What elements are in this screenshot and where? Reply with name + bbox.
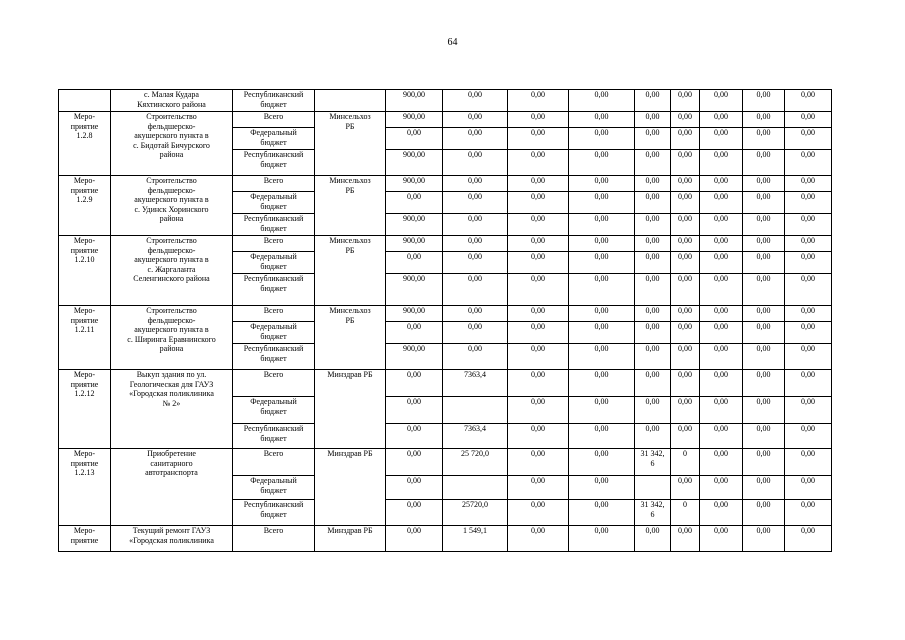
value-cell: 0,00 — [635, 306, 671, 322]
value-cell: 0,00 — [785, 449, 832, 476]
value-cell: 0,00 — [785, 397, 832, 424]
value-cell: 0,00 — [671, 192, 700, 214]
value-cell: 0,00 — [443, 90, 508, 112]
value-cell: 0,00 — [700, 424, 743, 449]
value-cell: 0,00 — [743, 176, 785, 192]
executor-cell — [315, 90, 386, 112]
value-cell: 900,00 — [386, 150, 443, 176]
value-cell: 0,00 — [508, 306, 569, 322]
value-cell: 0,00 — [635, 274, 671, 306]
executor-cell: Минздрав РБ — [315, 526, 386, 552]
value-cell: 0,00 — [700, 370, 743, 397]
value-cell: 0,00 — [443, 150, 508, 176]
value-cell: 0,00 — [569, 176, 635, 192]
funding-source-cell: Республиканский бюджет — [233, 214, 315, 236]
value-cell: 0,00 — [635, 424, 671, 449]
value-cell: 0,00 — [569, 150, 635, 176]
value-cell: 0,00 — [443, 176, 508, 192]
value-cell: 0,00 — [635, 322, 671, 344]
value-cell: 0,00 — [443, 344, 508, 370]
funding-source-cell: Всего — [233, 526, 315, 552]
value-cell: 25 720,0 — [443, 449, 508, 476]
value-cell: 0,00 — [700, 526, 743, 552]
value-cell: 0,00 — [635, 112, 671, 128]
value-cell: 0,00 — [700, 449, 743, 476]
activity-name-cell: с. Малая Кудара Кяхтинского района — [111, 90, 233, 112]
value-cell: 0,00 — [443, 322, 508, 344]
value-cell — [443, 476, 508, 500]
value-cell: 0,00 — [700, 397, 743, 424]
value-cell: 900,00 — [386, 306, 443, 322]
value-cell — [635, 476, 671, 500]
value-cell: 0,00 — [743, 236, 785, 252]
value-cell: 0,00 — [635, 150, 671, 176]
value-cell: 0,00 — [569, 274, 635, 306]
value-cell: 0,00 — [785, 500, 832, 526]
value-cell — [443, 397, 508, 424]
activity-code-cell — [59, 90, 111, 112]
value-cell: 0,00 — [443, 306, 508, 322]
value-cell: 0,00 — [743, 500, 785, 526]
value-cell: 900,00 — [386, 90, 443, 112]
value-cell: 0,00 — [743, 150, 785, 176]
value-cell: 0,00 — [785, 192, 832, 214]
funding-source-cell: Республиканский бюджет — [233, 424, 315, 449]
value-cell: 0,00 — [569, 128, 635, 150]
value-cell: 0,00 — [443, 274, 508, 306]
value-cell: 31 342, 6 — [635, 500, 671, 526]
table-row — [59, 370, 832, 397]
value-cell: 0,00 — [569, 370, 635, 397]
value-cell: 0,00 — [508, 322, 569, 344]
value-cell: 0,00 — [508, 449, 569, 476]
activity-code-cell: Меро- приятие 1.2.8 — [59, 112, 111, 176]
funding-source-cell: Федеральный бюджет — [233, 252, 315, 274]
activity-code-cell: Меро- приятие — [59, 526, 111, 552]
value-cell: 0 — [671, 449, 700, 476]
activity-code-cell: Меро- приятие 1.2.10 — [59, 236, 111, 306]
value-cell: 0,00 — [785, 150, 832, 176]
value-cell: 0,00 — [671, 397, 700, 424]
executor-cell: Минсельхоз РБ — [315, 236, 386, 306]
value-cell: 0,00 — [700, 112, 743, 128]
value-cell: 0,00 — [700, 344, 743, 370]
value-cell: 0,00 — [671, 252, 700, 274]
value-cell: 0,00 — [386, 192, 443, 214]
value-cell: 0,00 — [671, 476, 700, 500]
value-cell: 0,00 — [386, 449, 443, 476]
value-cell: 0,00 — [785, 128, 832, 150]
value-cell: 0,00 — [443, 214, 508, 236]
value-cell: 0,00 — [700, 128, 743, 150]
value-cell: 1 549,1 — [443, 526, 508, 552]
activity-code-cell: Меро- приятие 1.2.12 — [59, 370, 111, 449]
value-cell: 0,00 — [569, 500, 635, 526]
value-cell: 0,00 — [743, 344, 785, 370]
value-cell: 0,00 — [508, 150, 569, 176]
value-cell: 0,00 — [671, 274, 700, 306]
funding-source-cell: Федеральный бюджет — [233, 192, 315, 214]
value-cell: 0,00 — [386, 500, 443, 526]
value-cell: 0,00 — [635, 344, 671, 370]
value-cell: 0,00 — [508, 526, 569, 552]
value-cell: 0,00 — [785, 214, 832, 236]
value-cell: 0,00 — [443, 128, 508, 150]
value-cell: 0,00 — [635, 397, 671, 424]
value-cell: 0,00 — [508, 176, 569, 192]
value-cell: 0,00 — [700, 252, 743, 274]
value-cell: 0,00 — [569, 192, 635, 214]
value-cell: 0,00 — [700, 90, 743, 112]
value-cell: 0,00 — [671, 214, 700, 236]
value-cell: 0,00 — [443, 112, 508, 128]
executor-cell: Минсельхоз РБ — [315, 306, 386, 370]
value-cell: 0,00 — [508, 214, 569, 236]
value-cell: 900,00 — [386, 236, 443, 252]
value-cell: 0 — [671, 500, 700, 526]
funding-source-cell: Республиканский бюджет — [233, 150, 315, 176]
value-cell: 0,00 — [671, 128, 700, 150]
value-cell: 0,00 — [386, 526, 443, 552]
table-row — [59, 90, 832, 112]
value-cell: 0,00 — [635, 128, 671, 150]
table-row — [59, 176, 832, 192]
funding-source-cell: Всего — [233, 176, 315, 192]
value-cell: 0,00 — [508, 370, 569, 397]
value-cell: 0,00 — [743, 252, 785, 274]
value-cell: 0,00 — [443, 252, 508, 274]
value-cell: 0,00 — [743, 90, 785, 112]
value-cell: 0,00 — [569, 344, 635, 370]
value-cell: 0,00 — [386, 128, 443, 150]
value-cell: 0,00 — [743, 449, 785, 476]
value-cell: 0,00 — [700, 500, 743, 526]
value-cell: 0,00 — [635, 192, 671, 214]
value-cell: 0,00 — [635, 252, 671, 274]
value-cell: 0,00 — [785, 322, 832, 344]
activity-name-cell: Приобретение санитарного автотранспорта — [111, 449, 233, 526]
funding-source-cell: Федеральный бюджет — [233, 476, 315, 500]
activity-name-cell: Строительство фельдшерско- акушерского пункта в с. Ширинга Еравнинского района — [111, 306, 233, 370]
value-cell: 0,00 — [671, 322, 700, 344]
value-cell: 0,00 — [569, 449, 635, 476]
value-cell: 0,00 — [569, 306, 635, 322]
table-row — [59, 306, 832, 322]
budget-table — [58, 89, 832, 552]
value-cell: 0,00 — [671, 424, 700, 449]
value-cell: 0,00 — [508, 476, 569, 500]
value-cell: 0,00 — [508, 236, 569, 252]
funding-source-cell: Всего — [233, 112, 315, 128]
value-cell: 0,00 — [700, 306, 743, 322]
funding-source-cell: Республиканский бюджет — [233, 274, 315, 306]
value-cell: 0,00 — [743, 397, 785, 424]
value-cell: 0,00 — [671, 344, 700, 370]
page-number: 64 — [447, 37, 458, 48]
value-cell: 0,00 — [743, 526, 785, 552]
funding-source-cell: Федеральный бюджет — [233, 322, 315, 344]
value-cell: 0,00 — [671, 370, 700, 397]
value-cell: 0,00 — [635, 214, 671, 236]
value-cell: 900,00 — [386, 344, 443, 370]
activity-name-cell: Строительство фельдшерско- акушерского пункта в с. Удинск Хоринского района — [111, 176, 233, 236]
value-cell: 0,00 — [569, 90, 635, 112]
value-cell: 0,00 — [569, 236, 635, 252]
funding-source-cell: Всего — [233, 306, 315, 322]
value-cell: 0,00 — [569, 112, 635, 128]
value-cell: 0,00 — [743, 128, 785, 150]
value-cell: 0,00 — [671, 176, 700, 192]
value-cell: 0,00 — [743, 322, 785, 344]
value-cell: 0,00 — [508, 344, 569, 370]
value-cell: 0,00 — [743, 274, 785, 306]
value-cell: 0,00 — [443, 236, 508, 252]
activity-code-cell: Меро- приятие 1.2.11 — [59, 306, 111, 370]
value-cell: 0,00 — [386, 370, 443, 397]
value-cell: 0,00 — [785, 236, 832, 252]
value-cell: 0,00 — [635, 236, 671, 252]
value-cell: 0,00 — [700, 150, 743, 176]
value-cell: 7363,4 — [443, 424, 508, 449]
value-cell: 0,00 — [743, 476, 785, 500]
value-cell: 31 342, 6 — [635, 449, 671, 476]
value-cell: 0,00 — [569, 526, 635, 552]
activity-code-cell: Меро- приятие 1.2.9 — [59, 176, 111, 236]
table-row — [59, 449, 832, 476]
value-cell: 900,00 — [386, 274, 443, 306]
value-cell: 0,00 — [508, 500, 569, 526]
value-cell: 0,00 — [700, 476, 743, 500]
value-cell: 0,00 — [785, 526, 832, 552]
value-cell: 0,00 — [743, 192, 785, 214]
value-cell: 0,00 — [569, 322, 635, 344]
table-row — [59, 112, 832, 128]
funding-source-cell: Республиканский бюджет — [233, 344, 315, 370]
value-cell: 0,00 — [700, 214, 743, 236]
value-cell: 0,00 — [386, 252, 443, 274]
value-cell: 0,00 — [635, 90, 671, 112]
value-cell: 0,00 — [508, 274, 569, 306]
value-cell: 0,00 — [785, 90, 832, 112]
value-cell: 0,00 — [569, 252, 635, 274]
funding-source-cell: Федеральный бюджет — [233, 128, 315, 150]
funding-source-cell: Всего — [233, 449, 315, 476]
value-cell: 0,00 — [671, 90, 700, 112]
value-cell: 0,00 — [508, 90, 569, 112]
value-cell: 0,00 — [386, 397, 443, 424]
funding-source-cell: Республиканский бюджет — [233, 500, 315, 526]
value-cell: 0,00 — [635, 526, 671, 552]
value-cell: 0,00 — [635, 176, 671, 192]
value-cell: 0,00 — [743, 214, 785, 236]
value-cell: 0,00 — [508, 397, 569, 424]
value-cell: 0,00 — [700, 274, 743, 306]
value-cell: 0,00 — [785, 476, 832, 500]
value-cell: 0,00 — [700, 176, 743, 192]
value-cell: 0,00 — [443, 192, 508, 214]
activity-code-cell: Меро- приятие 1.2.13 — [59, 449, 111, 526]
funding-source-cell: Федеральный бюджет — [233, 397, 315, 424]
executor-cell: Минздрав РБ — [315, 449, 386, 526]
value-cell: 900,00 — [386, 112, 443, 128]
value-cell: 7363,4 — [443, 370, 508, 397]
table-row — [59, 526, 832, 552]
value-cell: 0,00 — [671, 526, 700, 552]
value-cell: 0,00 — [386, 322, 443, 344]
executor-cell: Минздрав РБ — [315, 370, 386, 449]
value-cell: 0,00 — [785, 370, 832, 397]
value-cell: 0,00 — [569, 214, 635, 236]
value-cell: 25720,0 — [443, 500, 508, 526]
value-cell: 0,00 — [743, 306, 785, 322]
executor-cell: Минсельхоз РБ — [315, 112, 386, 176]
value-cell: 0,00 — [785, 274, 832, 306]
value-cell: 0,00 — [508, 112, 569, 128]
value-cell: 0,00 — [386, 476, 443, 500]
value-cell: 0,00 — [700, 192, 743, 214]
funding-source-cell: Всего — [233, 370, 315, 397]
value-cell: 900,00 — [386, 176, 443, 192]
value-cell: 0,00 — [700, 322, 743, 344]
value-cell: 0,00 — [508, 192, 569, 214]
value-cell: 0,00 — [785, 176, 832, 192]
executor-cell: Минсельхоз РБ — [315, 176, 386, 236]
value-cell: 0,00 — [569, 476, 635, 500]
value-cell: 0,00 — [743, 424, 785, 449]
value-cell: 0,00 — [508, 252, 569, 274]
value-cell: 0,00 — [671, 236, 700, 252]
value-cell: 0,00 — [569, 424, 635, 449]
activity-name-cell: Строительство фельдшерско- акушерского пункта в с. Бидотай Бичурского района — [111, 112, 233, 176]
table-row — [59, 236, 832, 252]
value-cell: 0,00 — [743, 112, 785, 128]
value-cell: 0,00 — [671, 150, 700, 176]
value-cell: 900,00 — [386, 214, 443, 236]
value-cell: 0,00 — [785, 252, 832, 274]
value-cell: 0,00 — [508, 424, 569, 449]
value-cell: 0,00 — [635, 370, 671, 397]
value-cell: 0,00 — [743, 370, 785, 397]
activity-name-cell: Строительство фельдшерско- акушерского пункта в с. Жаргаланта Селенгинского района — [111, 236, 233, 306]
value-cell: 0,00 — [671, 306, 700, 322]
value-cell: 0,00 — [386, 424, 443, 449]
funding-source-cell: Республиканский бюджет — [233, 90, 315, 112]
funding-source-cell: Всего — [233, 236, 315, 252]
value-cell: 0,00 — [785, 424, 832, 449]
value-cell: 0,00 — [700, 236, 743, 252]
value-cell: 0,00 — [508, 128, 569, 150]
value-cell: 0,00 — [785, 344, 832, 370]
activity-name-cell: Выкуп здания по ул. Геологическая для ГАУЗ «Городская поликлиника № 2» — [111, 370, 233, 449]
value-cell: 0,00 — [785, 306, 832, 322]
value-cell: 0,00 — [785, 112, 832, 128]
value-cell: 0,00 — [671, 112, 700, 128]
value-cell: 0,00 — [569, 397, 635, 424]
activity-name-cell: Текущий ремонт ГАУЗ «Городская поликлиника — [111, 526, 233, 552]
